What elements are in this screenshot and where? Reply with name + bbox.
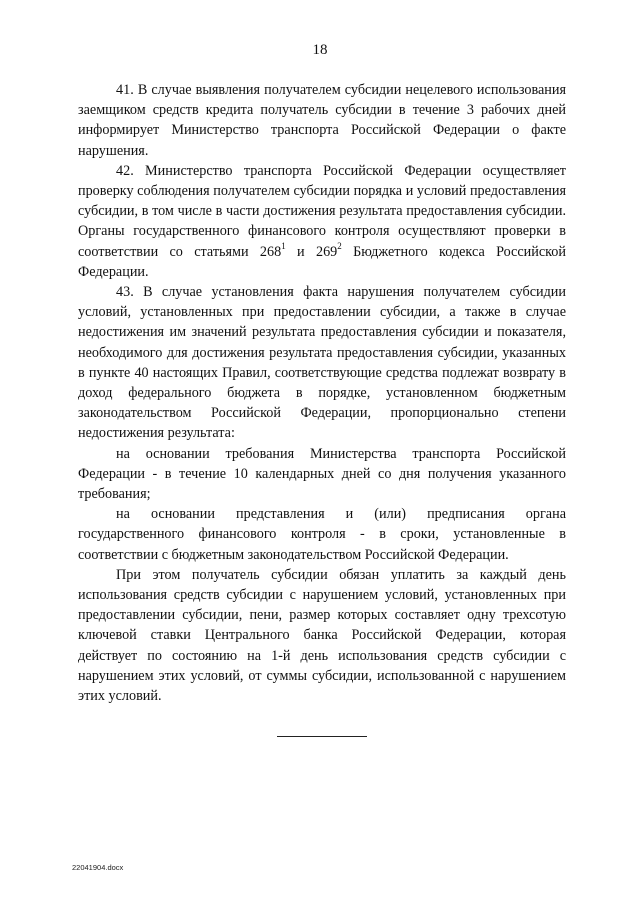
paragraph-penalty: При этом получатель субсидии обязан уплатить за каждый день использования средств субсидии с нарушением условий, установленных при предоставлении субсидии, пени, размер которых составляет одну трехсотую ключевой ставки Центрального банка Российской Федерации, которая действует по состоянию на 1-й день использования средств субсидии с нарушением этих условий, от суммы субсидии, использованной с нарушением этих условий. <box>78 566 566 705</box>
superscript-1: 1 <box>281 240 286 251</box>
footer-file-name: 22041904.docx <box>72 863 124 872</box>
paragraph-42-text: 42. Министерство транспорта Российской Федерации осуществляет проверку соблюдения получателем субсидии порядка и условий предоставления субсидии, в том числе в части достижения результата предоставления субсидии. Органы государственного финансового контроля осуществляют проверки в соответствии со статьями 268 <box>78 162 566 260</box>
paragraph-42-and: и 269 <box>285 243 338 260</box>
end-rule <box>277 736 367 737</box>
paragraph-42 <box>78 161 566 282</box>
page-number: 18 <box>312 42 328 58</box>
paragraph-43: 43. В случае установления факта нарушения получателем субсидии условий, установленных при предоставлении субсидии, а также в случае недостижения им значений результата предоставления субсидии и показателя, необходимого для достижения результата предоставления субсидии, указанных в пункте 40 настоящих Правил, соответствующие средства подлежат возврату в доход федерального бюджета в порядке, установленном бюджетным законодательством Российской Федерации, пропорционально степени недостижения результата: <box>78 284 566 442</box>
paragraph-43-item-b: на основании представления и (или) предписания органа государственного финансового контроля - в сроки, установленные в соответствии с бюджетным законодательством Российской Федерации. <box>78 506 566 563</box>
document-body <box>78 80 566 706</box>
paragraph-42-end: Бюджетного кодекса Российской Федерации. <box>78 243 566 280</box>
paragraph-43-item-a: на основании требования Министерства транспорта Российской Федерации - в течение 10 календарных дней со дня получения указанного требования; <box>78 445 566 503</box>
superscript-2: 2 <box>337 240 342 251</box>
paragraph-41: 41. В случае выявления получателем субсидии нецелевого использования заемщиком средств кредита получатель субсидии в течение 3 рабочих дней информирует Министерство транспорта Российской Федерации о факте нарушения. <box>78 82 566 159</box>
